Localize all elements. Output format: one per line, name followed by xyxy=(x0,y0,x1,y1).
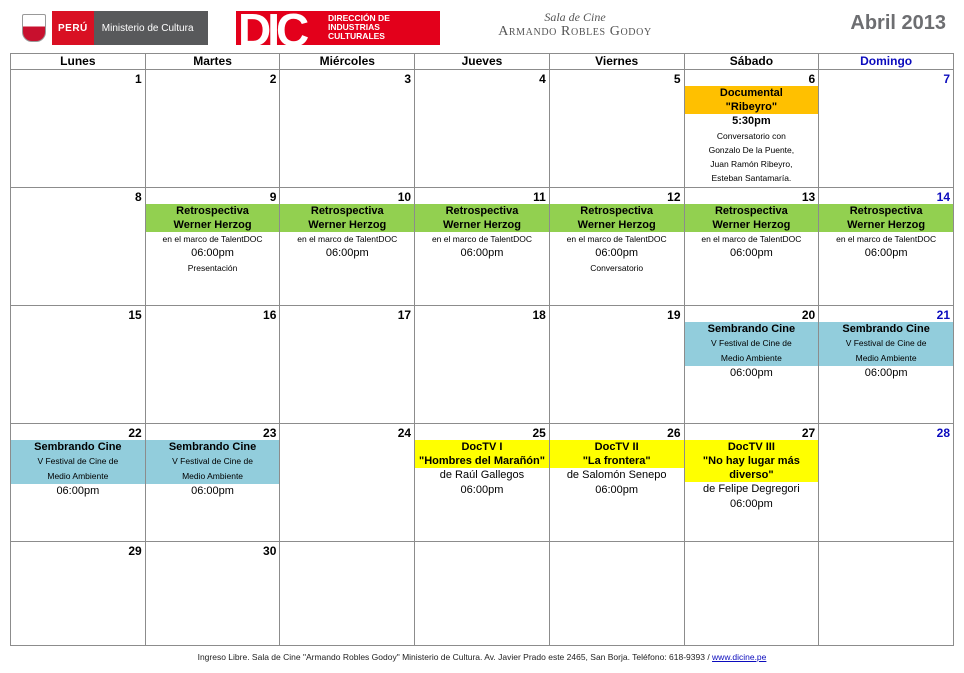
day-cell xyxy=(280,70,415,188)
day-number: 7 xyxy=(943,72,950,86)
event-director: de Felipe Degregori xyxy=(703,483,800,495)
website-link[interactable]: www.dicine.pe xyxy=(712,652,767,662)
event-banner: Retrospectiva Werner Herzog xyxy=(685,204,819,232)
day-number: 23 xyxy=(263,426,277,440)
day-cell xyxy=(549,70,684,188)
footer-text: Ingreso Libre. Sala de Cine "Armando Robles Godoy" Ministerio de Cultura. Av. Javier Prado este 2465, San Borja. Teléfono: 618-9393 / xyxy=(197,652,713,662)
day-number: 4 xyxy=(539,72,546,86)
day-cell xyxy=(819,188,954,306)
event-banner: Retrospectiva Werner Herzog xyxy=(819,204,953,232)
day-cell xyxy=(819,542,954,646)
event-time: 06:00pm xyxy=(864,247,908,259)
day-number: 16 xyxy=(263,308,277,322)
day-cell xyxy=(11,306,146,424)
day-cell xyxy=(415,424,550,542)
day-cell xyxy=(280,542,415,646)
peru-label: PERÚ xyxy=(52,11,94,45)
ministry-label: Ministerio de Cultura xyxy=(94,11,208,45)
day-number: 12 xyxy=(667,190,681,204)
day-cell xyxy=(819,70,954,188)
event-banner: DocTV III "No hay lugar más diverso" xyxy=(685,440,819,482)
day-cell xyxy=(280,188,415,306)
day-cell xyxy=(280,424,415,542)
day-number: 21 xyxy=(936,308,950,322)
event-time: 06:00pm xyxy=(729,247,773,259)
dic-mark: DIC xyxy=(236,11,322,45)
event-note: en el marco de TalentDOC xyxy=(701,234,802,244)
day-cell xyxy=(415,542,550,646)
weekday-monday: Lunes xyxy=(11,54,146,70)
week-row xyxy=(11,70,954,188)
weekday-tuesday: Martes xyxy=(145,54,280,70)
event-time: 06:00pm xyxy=(460,484,504,496)
week-row xyxy=(11,542,954,646)
event-time: 06:00pm xyxy=(595,247,639,259)
day-cell xyxy=(415,306,550,424)
event-time: 06:00pm xyxy=(595,484,639,496)
weekday-header-row xyxy=(11,54,954,70)
day-cell xyxy=(549,542,684,646)
day-number: 9 xyxy=(269,190,277,204)
day-cell xyxy=(549,424,684,542)
event-time: 06:00pm xyxy=(460,247,504,259)
week-row xyxy=(11,188,954,306)
day-number: 19 xyxy=(667,308,681,322)
page-header xyxy=(0,0,964,52)
day-cell xyxy=(145,306,280,424)
week-row xyxy=(11,424,954,542)
event-note: en el marco de TalentDOC xyxy=(566,234,667,244)
day-number: 28 xyxy=(936,426,950,440)
event-time: 06:00pm xyxy=(56,485,100,497)
event-banner: Retrospectiva Werner Herzog xyxy=(146,204,280,232)
event-time: 06:00pm xyxy=(729,367,773,379)
event-banner: Sembrando Cine V Festival de Cine de Medio Ambiente xyxy=(685,322,819,366)
day-cell xyxy=(684,306,819,424)
day-cell xyxy=(11,542,146,646)
event-time: 06:00pm xyxy=(729,498,773,510)
day-cell xyxy=(145,542,280,646)
day-cell xyxy=(684,70,819,188)
event-time: 06:00pm xyxy=(325,247,369,259)
week-row xyxy=(11,306,954,424)
day-number: 5 xyxy=(673,72,681,86)
day-cell xyxy=(684,424,819,542)
event-time: 06:00pm xyxy=(191,485,234,497)
day-number: 25 xyxy=(532,426,546,440)
footer xyxy=(0,652,964,662)
day-cell xyxy=(280,306,415,424)
day-number: 20 xyxy=(801,308,816,322)
event-note: en el marco de TalentDOC xyxy=(836,234,937,244)
day-number: 15 xyxy=(128,308,142,322)
dic-text: DIRECCIÓN DE INDUSTRIAS CULTURALES xyxy=(322,11,440,45)
day-number: 29 xyxy=(128,544,142,558)
day-cell xyxy=(819,306,954,424)
day-number: 27 xyxy=(801,426,816,440)
day-cell xyxy=(549,306,684,424)
event-time: 06:00pm xyxy=(864,367,908,379)
day-cell xyxy=(684,542,819,646)
ministry-logo xyxy=(22,11,208,45)
day-number: 17 xyxy=(397,308,412,322)
event-time: 06:00pm xyxy=(191,247,234,259)
event-note: Presentación xyxy=(187,263,238,273)
day-cell xyxy=(415,188,550,306)
day-number: 22 xyxy=(128,426,142,440)
day-number: 14 xyxy=(936,190,950,204)
event-director: de Raúl Gallegos xyxy=(439,469,525,481)
day-number: 10 xyxy=(397,190,412,204)
day-number: 11 xyxy=(533,190,546,204)
event-banner: Retrospectiva Werner Herzog xyxy=(280,204,414,232)
weekday-friday: Viernes xyxy=(549,54,684,70)
event-banner: Sembrando Cine V Festival de Cine de Medio Ambiente xyxy=(146,440,280,484)
weekday-thursday: Jueves xyxy=(415,54,550,70)
day-cell xyxy=(145,70,280,188)
event-banner: Documental "Ribeyro" xyxy=(685,86,819,114)
event-banner: Sembrando Cine V Festival de Cine de Medio Ambiente xyxy=(11,440,145,484)
day-number: 1 xyxy=(135,72,142,86)
event-note: en el marco de TalentDOC xyxy=(297,234,398,244)
day-number: 30 xyxy=(263,544,277,558)
event-note: Conversatorio con xyxy=(716,131,786,141)
weekday-saturday: Sábado xyxy=(684,54,819,70)
event-banner: Retrospectiva Werner Herzog xyxy=(550,204,684,232)
event-note: Esteban Santamaría. xyxy=(711,173,792,183)
day-cell xyxy=(819,424,954,542)
dic-logo xyxy=(236,11,440,45)
event-note: en el marco de TalentDOC xyxy=(431,234,532,244)
event-note: en el marco de TalentDOC xyxy=(162,234,263,244)
day-number: 8 xyxy=(135,190,142,204)
day-cell xyxy=(549,188,684,306)
day-number: 6 xyxy=(808,72,816,86)
day-number: 13 xyxy=(801,190,816,204)
weekday-wednesday: Miércoles xyxy=(280,54,415,70)
day-cell xyxy=(684,188,819,306)
shield-icon xyxy=(22,14,46,42)
event-note: Gonzalo De la Puente, xyxy=(708,145,795,155)
event-banner: DocTV I "Hombres del Marañón" xyxy=(415,440,549,468)
event-note: Conversatorio xyxy=(590,263,644,273)
day-number: 26 xyxy=(667,426,681,440)
day-cell xyxy=(415,70,550,188)
month-title: Abril 2013 xyxy=(850,12,946,34)
day-number: 3 xyxy=(404,72,412,86)
event-banner: DocTV II "La frontera" xyxy=(550,440,684,468)
day-cell xyxy=(145,424,280,542)
event-banner: Sembrando Cine V Festival de Cine de Medio Ambiente xyxy=(819,322,953,366)
event-note: Juan Ramón Ribeyro, xyxy=(710,159,793,169)
event-banner: Retrospectiva Werner Herzog xyxy=(415,204,549,232)
venue-title: Sala de Cine Armando Robles Godoy xyxy=(498,10,652,39)
day-number: 24 xyxy=(397,426,412,440)
event-director: de Salomón Senepo xyxy=(566,469,667,481)
calendar-grid xyxy=(10,53,954,646)
event-time: 5:30pm xyxy=(732,115,771,127)
weekday-sunday: Domingo xyxy=(819,54,954,70)
day-number: 2 xyxy=(269,72,277,86)
day-cell xyxy=(11,70,146,188)
day-cell xyxy=(145,188,280,306)
day-number: 18 xyxy=(532,308,546,322)
day-cell xyxy=(11,188,146,306)
day-cell xyxy=(11,424,146,542)
